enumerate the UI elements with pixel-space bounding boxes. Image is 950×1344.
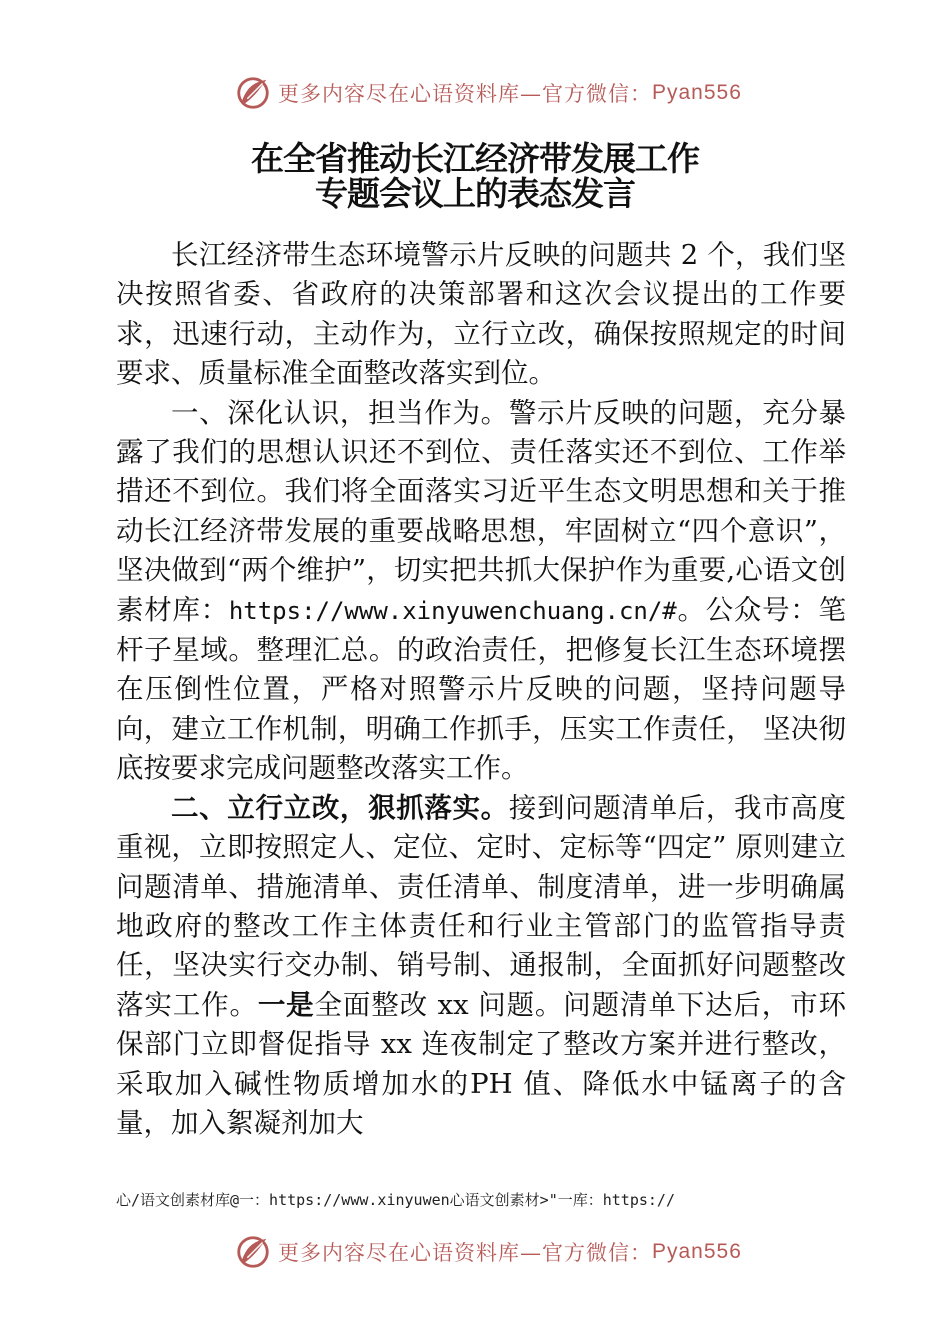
header-banner[interactable] bbox=[234, 73, 754, 113]
document-title-line1: 在全省推动长江经济带发展工作 bbox=[251, 139, 699, 178]
footer-banner-handle: Pyan556 bbox=[652, 1240, 742, 1263]
paragraph-2-url[interactable]: https://www.xinyuwenchuang.cn/# bbox=[228, 596, 677, 625]
footer-banner[interactable] bbox=[234, 1232, 754, 1272]
paragraph-3-bold-marker: 一是 bbox=[257, 988, 315, 1021]
paragraph-2-text: 一、深化认识，担当作为。警示片反映的问题，充分暴露了我们的思想认识还不到位、责任落实还不到位、工作举措还不到位。我们将全面落实习近平生态文明思想和关于推动长江经济带发展的重要战略思想，牢固树立“四个意识”，坚决做到“两个维护”，切实把共抓大保护作为重要,心语文创素材库： bbox=[116, 396, 846, 626]
paragraph-3-body: 接到问题清单后，我市高度重视，立即按照定人、定位、定时、定标等“四定” 原则建立问题清单、措施清单、责任清单、制度清单，进一步明确属地政府的整改工作主体责任和行业主管部门的监管指导责任，坚决实行交办制、销号制、通报制，全面抓好问题整改落实工作。 bbox=[116, 791, 847, 1021]
paragraph-3-body-2: 全面整改 xx 问题。问题清单下达后，市环保部门立即督促指导 xx 连夜制定了整改方案并进行整改，采取加入碱性物质增加水的PH 值、降低水中锰离子的含量，加入絮凝剂加大 bbox=[116, 988, 847, 1139]
footer-banner-text: 更多内容尽在心语资料库—官方微信： bbox=[278, 1241, 652, 1265]
leaf-swirl-logo-icon bbox=[234, 74, 272, 112]
document-body bbox=[116, 236, 846, 1143]
leaf-swirl-logo-icon bbox=[234, 1233, 272, 1271]
paragraph-3-heading: 二、立行立改，狠抓落实。 bbox=[171, 791, 509, 824]
paragraph-2-tail: 。公众号：笔杆子星域。整理汇总。的政治责任，把修复长江生态环境摆在压倒性位置，严格对照警示片反映的问题，坚持问题导向，建立工作机制，明确工作抓手，压实工作责任， 坚决彻底按要求完成问题整改落实工作。 bbox=[116, 593, 847, 785]
paragraph-2 bbox=[116, 394, 846, 789]
footer-note: 心/语文创素材库@一：https://www.xinyuwen心语文创素材>"一库：https:// bbox=[116, 1191, 675, 1209]
paragraph-1: 长江经济带生态环境警示片反映的问题共 2 个，我们坚决按照省委、省政府的决策部署和这次会议提出的工作要求，迅速行动，主动作为，立行立改，确保按照规定的时间要求、质量标准全面整改落实到位。 bbox=[116, 239, 846, 390]
header-banner-text: 更多内容尽在心语资料库—官方微信： bbox=[278, 82, 652, 106]
document-title-line2: 专题会议上的表态发言 bbox=[315, 174, 635, 213]
header-banner-handle: Pyan556 bbox=[652, 81, 742, 104]
paragraph-3 bbox=[116, 789, 846, 1144]
